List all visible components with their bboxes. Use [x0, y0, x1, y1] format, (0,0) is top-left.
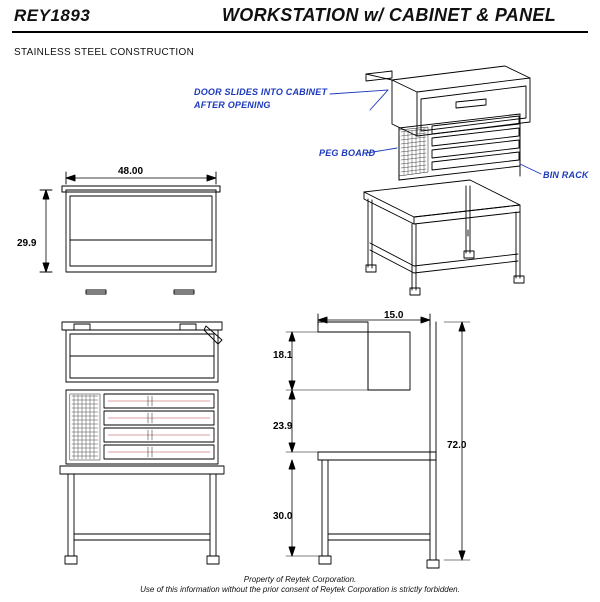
front-view-full: [60, 322, 224, 564]
footer-notice: [0, 575, 600, 595]
peg-board-callout-label: PEG BOARD: [319, 148, 376, 158]
door-callout-label: [194, 86, 327, 112]
subtitle-construction: STAINLESS STEEL CONSTRUCTION: [14, 47, 195, 58]
page-title-model: REY1893: [14, 6, 91, 25]
dimension-overall-height: 72.0: [447, 440, 467, 451]
footer-line-1: Property of Reytek Corporation.: [243, 575, 357, 584]
footer-line-2: Use of this information without the prior consent of Reytek Corporation is strictly forbidden.: [140, 585, 460, 594]
dimension-depth-side: 15.0: [384, 310, 404, 321]
bin-rack-callout-label: BIN RACK: [543, 170, 589, 180]
door-callout-line1: DOOR SLIDES INTO CABINET: [194, 87, 328, 97]
front-view-upper-cabinet: [40, 172, 220, 294]
dimension-bench-height: 30.0: [273, 511, 293, 522]
dimension-width-top-view: 48.00: [118, 166, 144, 177]
isometric-view: [364, 66, 530, 295]
dimension-panel-height: 23.9: [273, 421, 293, 432]
door-callout-line2: AFTER OPENING: [194, 100, 271, 110]
dimension-height-front-upper: 29.9: [17, 238, 37, 249]
page-title-drawing: WORKSTATION w/ CABINET & PANEL: [222, 5, 556, 25]
dimension-upper-cabinet-height: 18.1: [273, 350, 293, 361]
side-view: [286, 314, 470, 568]
